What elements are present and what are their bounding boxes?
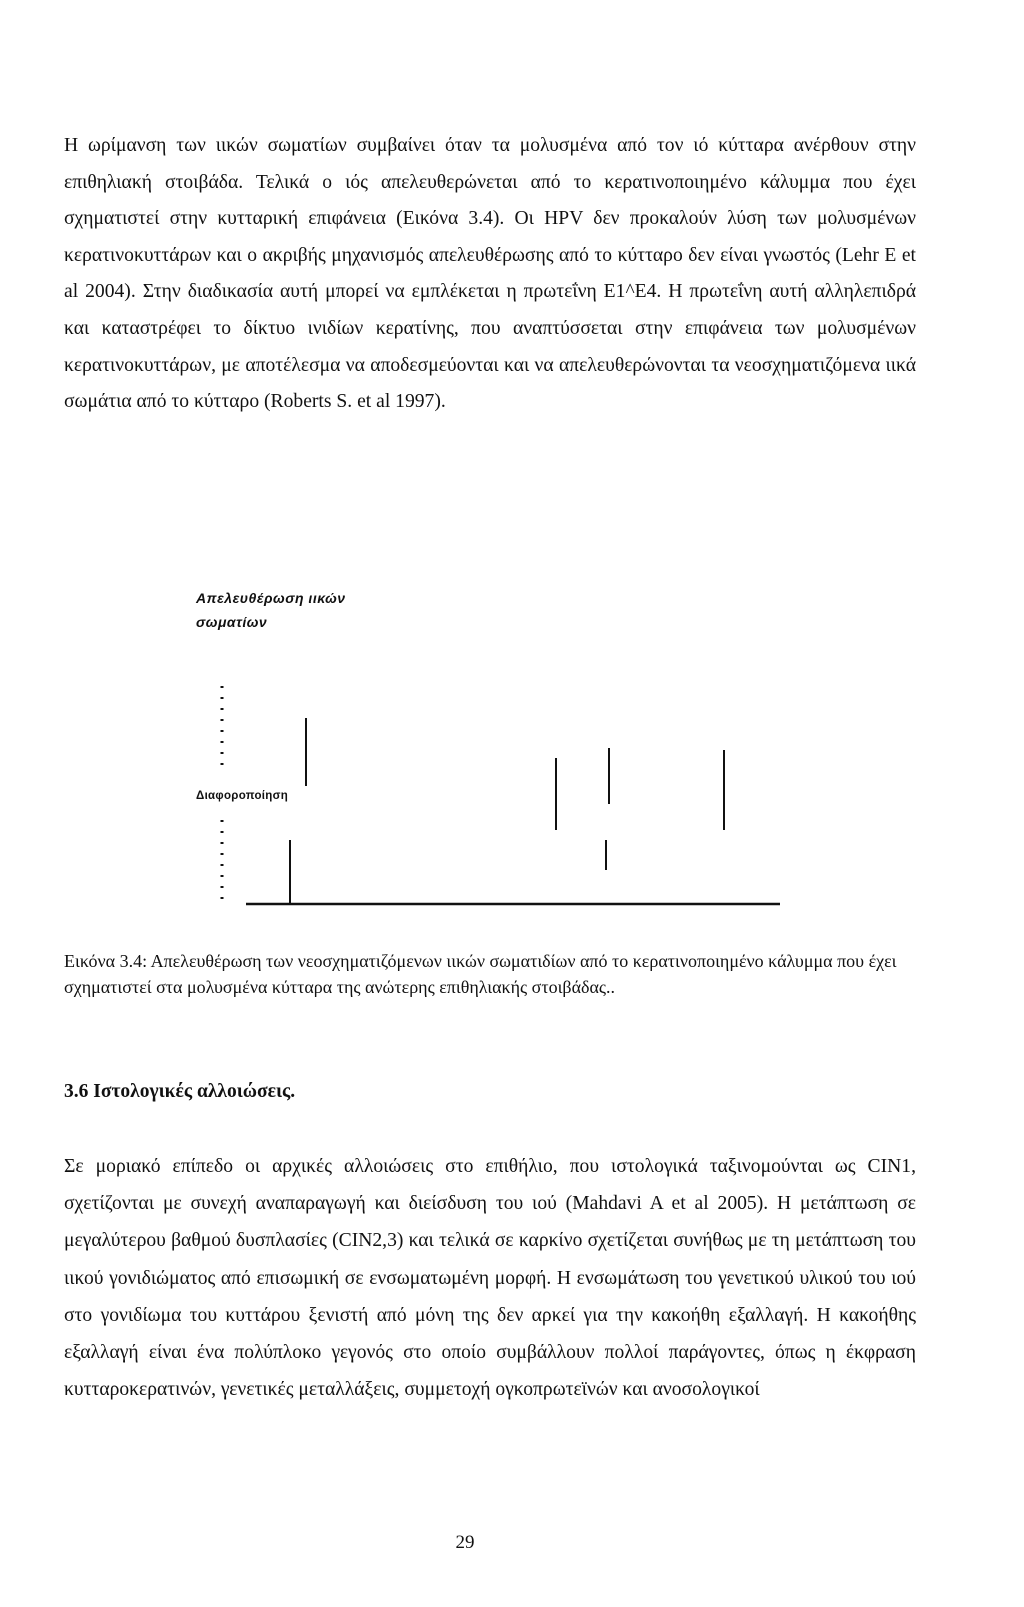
body-paragraph-histological-changes: Σε μοριακό επίπεδο οι αρχικές αλλοιώσεις στο επιθήλιο, που ιστολογικά ταξινομούνται ως CIN1, σχετίζονται με συνεχή αναπαραγωγή και διείσδυση του ιού (Mahdavi A et al 2005). Η μετάπτωση σε μεγαλύτερου βαθμού δυσπλασίες (CIN2,3) και τελικά σε καρκίνο σχετίζεται συνήθως με τη μετάπτωση του ιικού γονιδιώματος από επισωμική σε ενσωματωμένη μορφή. Η ενσωμάτωση του γενετικού υλικού του ιού στο γονιδίωμα του κυττάρου ξενιστή από μόνη της δεν αρκεί για την κακοήθη εξαλλαγή. Η κακοήθης εξαλλαγή είναι ένα πολύπλοκο γεγονός στο οποίο συμβάλλουν πολλοί παράγοντες, όπως η έκφραση κυτταροκερατινών, γενετικές μεταλλάξεις, συμμετοχή ογκοπρωτεϊνών και ανοσολογικοί: [64, 1156, 916, 1401]
figure-title: Απελευθέρωση ιικών σωματίων: [196, 590, 346, 630]
body-paragraph-virion-maturation: Η ωρίμανση των ιικών σωματίων συμβαίνει όταν τα μολυσμένα από τον ιό κύτταρα ανέρθουν στην επιθηλιακή στοιβάδα. Τελικά ο ιός απελευθερώνεται από το κερατινοποιημένο κάλυμμα που έχει σχηματιστεί στην κυτταρική επιφάνεια (Εικόνα 3.4). Οι HPV δεν προκαλούν λύση των μολυσμένων κερατινοκυττάρων και ο ακριβής μηχανισμός απελευθέρωσης από το κύτταρο δεν είναι γνωστός (Lehr E et al 2004). Στην διαδικασία αυτή μπορεί να εμπλέκεται η πρωτεΐνη Ε1^Ε4. Η πρωτεΐνη αυτή αλληλεπιδρά και καταστρέφει το δίκτυο ινιδίων κερατίνης, που αναπτύσσεται στην επιφάνεια των μολυσμένων κερατινοκυττάρων, με αποτέλεσμα να αποδεσμεύονται και να απελευθερώνονται τα νεοσχηματιζόμενα ιικά σωμάτια από το κύτταρο (Roberts S. et al 1997).: [64, 135, 916, 413]
section-heading: 3.6 Ιστολογικές αλλοιώσεις.: [64, 1081, 296, 1102]
figure-diagram: [196, 586, 786, 916]
differentiation-label: Διαφοροποίηση: [196, 790, 289, 802]
figure-virion-release: [196, 586, 786, 916]
figure-caption: Εικόνα 3.4: Απελευθέρωση των νεοσχηματιζόμενων ιικών σωματιδίων από το κερατινοποιημένο κάλυμμα που έχει σχηματιστεί στα μολυσμένα κύτταρα της ανώτερης επιθηλιακής στοιβάδας..: [64, 951, 897, 997]
page-number: 29: [455, 1532, 475, 1553]
